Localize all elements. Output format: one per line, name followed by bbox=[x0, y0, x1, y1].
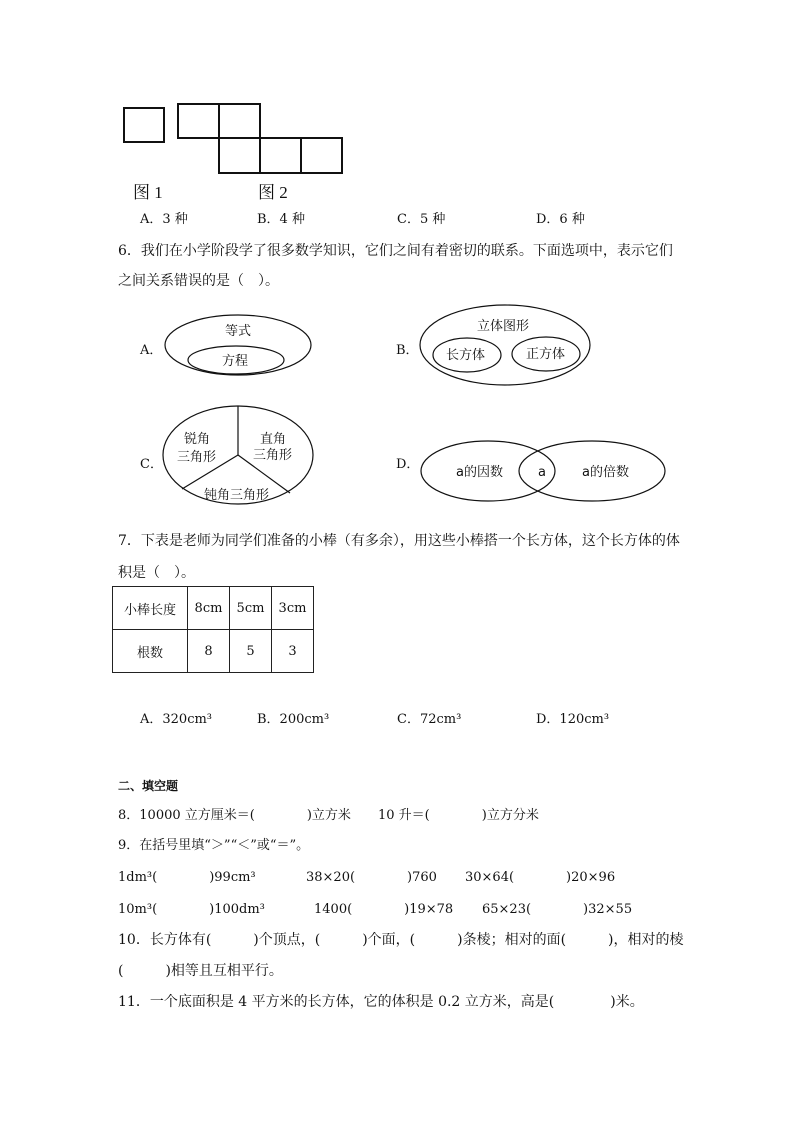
q6-question-line2: 之间关系错误的是（ ）。 bbox=[118, 273, 279, 289]
q6-d-right-text: a的倍数 bbox=[582, 465, 629, 480]
q9-row2-item3: 65×23( )32×55 bbox=[482, 902, 633, 917]
q7-question-line2: 积是（ ）。 bbox=[118, 565, 195, 581]
table-cell: 3 bbox=[272, 630, 314, 673]
table-row bbox=[113, 587, 314, 630]
q6-c-left-text-1: 锐角 bbox=[184, 432, 211, 447]
q6-a-outer-text: 等式 bbox=[225, 324, 252, 339]
q11-text: 11．一个底面积是 4 平方米的长方体，它的体积是 0.2 立方米，高是( )米。 bbox=[118, 994, 644, 1010]
q8-part-a: 8．10000 立方厘米＝( )立方米 bbox=[118, 808, 351, 823]
q5-option-b[interactable]: B．4 种 bbox=[257, 212, 305, 227]
figure-1-square bbox=[123, 107, 165, 143]
q6-d-left-text: a的因数 bbox=[456, 465, 503, 480]
q5-option-d[interactable]: D．6 种 bbox=[536, 212, 585, 227]
q6-option-c-label[interactable]: C． bbox=[140, 457, 163, 472]
figure-1-label: 图 1 bbox=[133, 183, 163, 202]
q7-option-d[interactable]: D．120cm³ bbox=[536, 712, 610, 727]
table-header-cell: 小棒长度 bbox=[113, 587, 188, 630]
q7-option-c[interactable]: C．72cm³ bbox=[397, 712, 462, 727]
q9-row1-item2: 38×20( )760 bbox=[306, 870, 437, 885]
q9-row2-item2: 1400( )19×78 bbox=[314, 902, 454, 917]
q6-option-a-label[interactable]: A． bbox=[140, 343, 163, 358]
section-title-fill-blank: 二、填空题 bbox=[118, 779, 179, 793]
table-cell: 5 bbox=[230, 630, 272, 673]
q7-option-b[interactable]: B．200cm³ bbox=[257, 712, 330, 727]
figure-2-label: 图 2 bbox=[258, 183, 288, 202]
q9-row1-item1: 1dm³( )99cm³ bbox=[118, 870, 256, 885]
q10-line1: 10．长方体有( )个顶点，( )个面，( )条棱；相对的面( )，相对的棱 bbox=[118, 932, 684, 948]
q6-c-right-text-2: 三角形 bbox=[253, 448, 293, 463]
q6-d-mid-text: a bbox=[538, 465, 546, 480]
stick-table bbox=[112, 586, 314, 673]
q6-c-bottom-text: 钝角三角形 bbox=[204, 488, 270, 503]
q9-row2-item1: 10m³( )100dm³ bbox=[118, 902, 265, 917]
q7-option-a[interactable]: A．320cm³ bbox=[140, 712, 213, 727]
q5-option-a[interactable]: A．3 种 bbox=[140, 212, 188, 227]
q6-diagram-a bbox=[160, 310, 320, 385]
q6-b-right-text: 正方体 bbox=[526, 347, 566, 362]
q6-diagram-d bbox=[418, 438, 668, 504]
q10-line2: ( )相等且互相平行。 bbox=[118, 963, 283, 979]
table-row bbox=[113, 630, 314, 673]
q6-b-left-text: 长方体 bbox=[446, 348, 486, 363]
q5-option-c[interactable]: C．5 种 bbox=[397, 212, 446, 227]
q7-question-line1: 7．下表是老师为同学们准备的小棒（有多余），用这些小棒搭一个长方体，这个长方体的体 bbox=[118, 533, 680, 549]
q6-c-left-text-2: 三角形 bbox=[177, 450, 217, 465]
q6-option-d-label[interactable]: D． bbox=[396, 457, 420, 472]
table-cell: 8 bbox=[188, 630, 230, 673]
q6-diagram-b bbox=[415, 300, 597, 390]
q9-row1-item3: 30×64( )20×96 bbox=[465, 870, 616, 885]
q6-diagram-c bbox=[160, 403, 320, 508]
q6-a-inner-text: 方程 bbox=[222, 354, 249, 369]
table-cell: 5cm bbox=[230, 587, 272, 630]
q6-b-outer-text: 立体图形 bbox=[477, 319, 530, 334]
q8-part-b: 10 升＝( )立方分米 bbox=[378, 808, 539, 823]
table-cell: 8cm bbox=[188, 587, 230, 630]
q6-option-b-label[interactable]: B． bbox=[396, 343, 419, 358]
q6-c-right-text-1: 直角 bbox=[260, 432, 287, 447]
table-cell: 3cm bbox=[272, 587, 314, 630]
table-header-cell: 根数 bbox=[113, 630, 188, 673]
q9-prompt: 9．在括号里填“＞”“＜”或“＝”。 bbox=[118, 838, 310, 853]
q6-question-line1: 6．我们在小学阶段学了很多数学知识，它们之间有着密切的联系。下面选项中，表示它们 bbox=[118, 243, 673, 259]
